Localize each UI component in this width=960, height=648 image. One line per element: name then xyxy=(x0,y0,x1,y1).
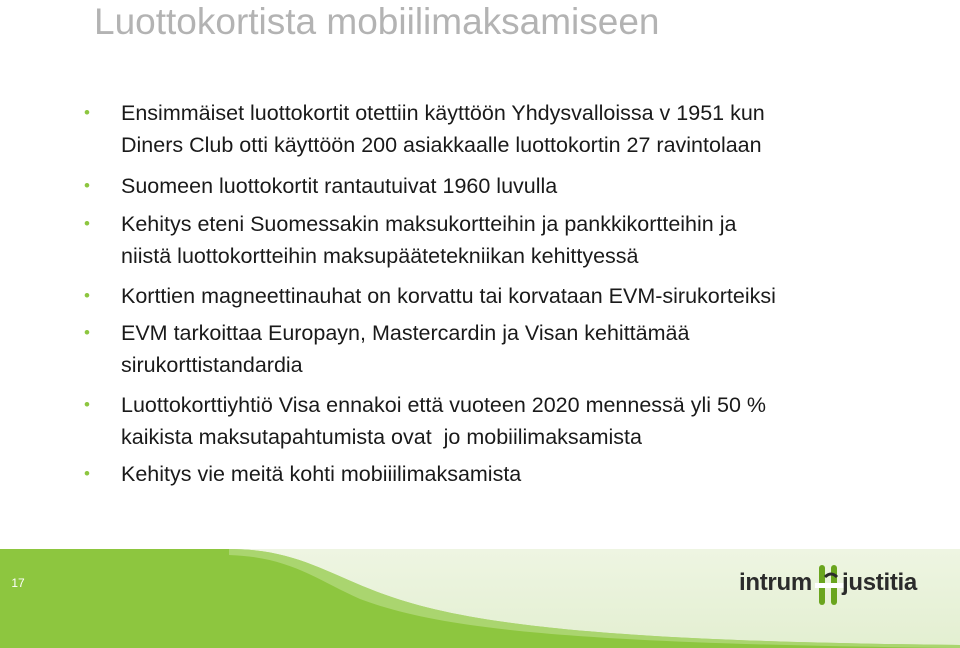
company-logo xyxy=(739,563,939,607)
page-number: 17 xyxy=(11,576,25,590)
bullet-item xyxy=(84,97,944,161)
bullet-text: Suomeen luottokortit rantautuivat 1960 luvulla xyxy=(121,174,558,198)
bullet-item xyxy=(84,208,944,272)
bullet-marker-icon: • xyxy=(84,323,90,342)
bullet-item xyxy=(84,389,944,453)
logo-word-left: intrum xyxy=(739,569,812,596)
bullet-text: Ensimmäiset luottokortit otettiin käyttöön Yhdysvalloissa v 1951 kun Diners Club otti käyttöön 200 asiakkaalle luottokortin 27 ravintolaan xyxy=(121,101,765,157)
bullet-item xyxy=(84,458,944,490)
bullet-marker-icon: • xyxy=(84,464,90,483)
bullet-item xyxy=(84,170,944,202)
bullet-text: EVM tarkoittaa Europayn, Mastercardin ja Visan kehittämää sirukorttistandardia xyxy=(121,321,690,377)
bullet-marker-icon: • xyxy=(84,286,90,305)
bullet-marker-icon: • xyxy=(84,176,90,195)
bullet-marker-icon: • xyxy=(84,214,90,233)
bullet-marker-icon: • xyxy=(84,103,90,122)
bullet-text: Luottokorttiyhtiö Visa ennakoi että vuoteen 2020 mennessä yli 50 % kaikista maksutapahtumista ovat jo mobiilimaksamista xyxy=(121,393,767,449)
bullet-text: Kehitys eteni Suomessakin maksukortteihin ja pankkikortteihin ja niistä luottokortteihin maksupäätetekniikan kehittyessä xyxy=(121,212,737,268)
bullet-text: Korttien magneettinauhat on korvattu tai korvataan EVM-sirukorteiksi xyxy=(121,284,776,308)
intrum-justitia-logo-icon xyxy=(815,563,845,607)
bullet-item xyxy=(84,280,944,312)
logo-word-right: justitia xyxy=(842,569,917,596)
bullet-item xyxy=(84,317,944,381)
slide-title: Luottokortista mobiilimaksamiseen xyxy=(94,1,660,42)
bullet-marker-icon: • xyxy=(84,395,90,414)
bullet-text: Kehitys vie meitä kohti mobiiilimaksamista xyxy=(121,462,522,486)
